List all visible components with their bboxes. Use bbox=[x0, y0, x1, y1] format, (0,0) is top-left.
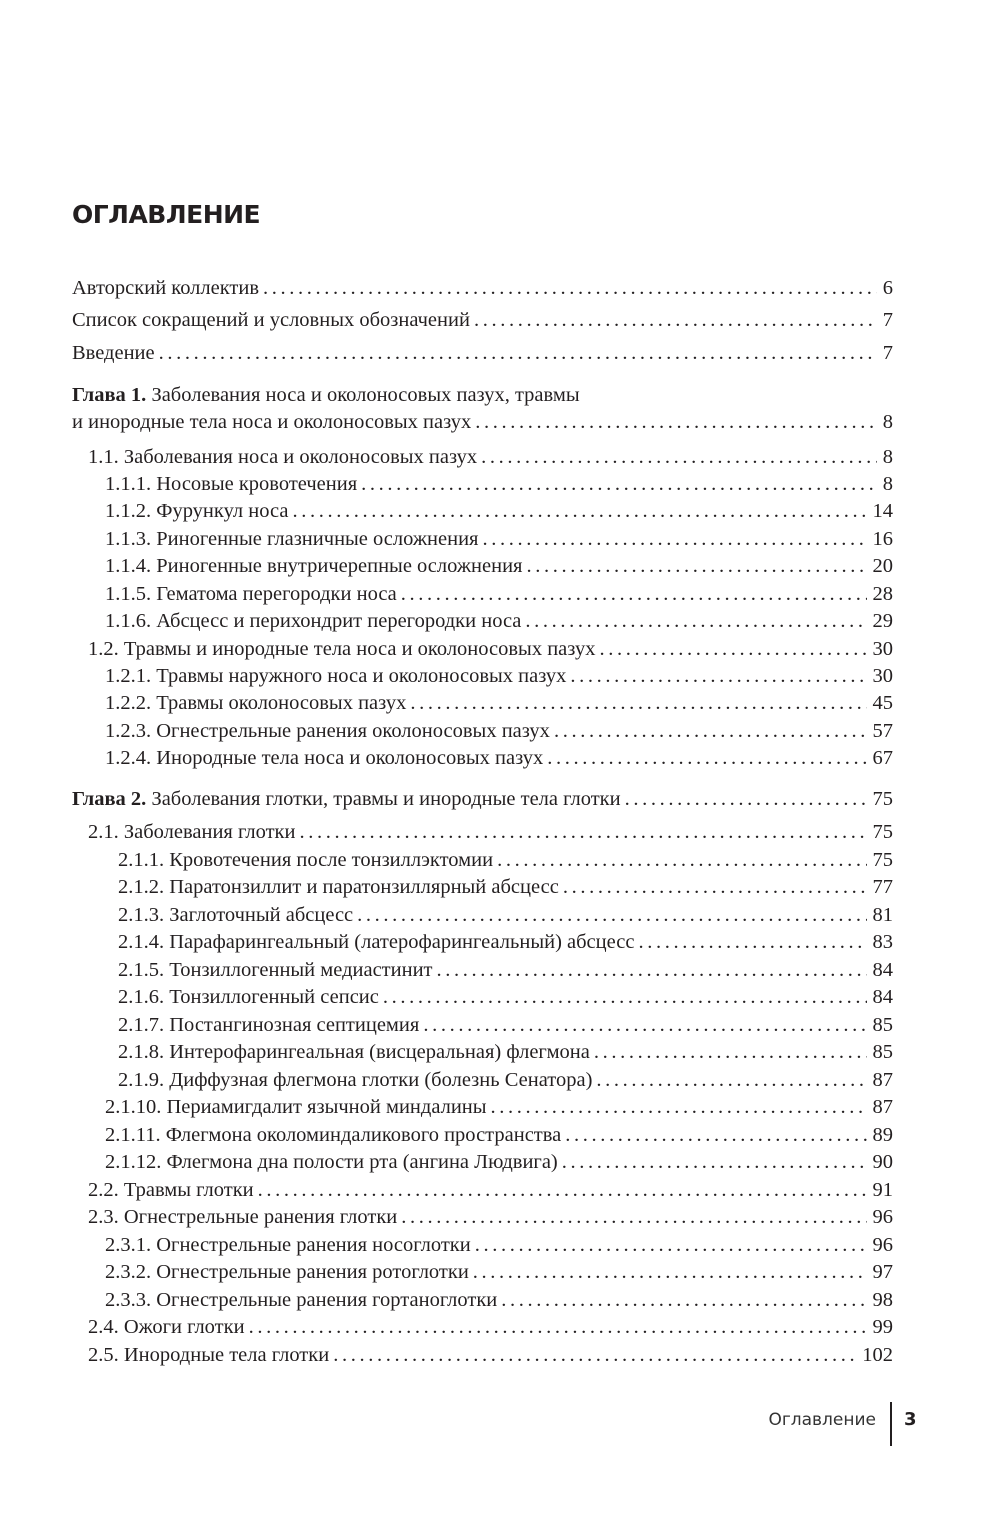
toc-entry[interactable] bbox=[118, 929, 893, 956]
dot-leader bbox=[594, 1039, 867, 1066]
entry-label bbox=[72, 307, 470, 334]
entry-text: 2.1.10. Периамигдалит язычной миндалины bbox=[105, 1096, 487, 1118]
entry-label bbox=[88, 1342, 329, 1369]
dot-leader bbox=[599, 636, 866, 663]
dot-leader bbox=[401, 581, 867, 608]
running-footer-section: Оглавление bbox=[768, 1410, 876, 1430]
entry-text: 2.1.11. Флегмона околоминдаликового пространства bbox=[105, 1124, 562, 1146]
toc-entry[interactable] bbox=[105, 745, 893, 772]
toc-entry[interactable] bbox=[72, 409, 893, 436]
chapter-prefix: Глава 2. bbox=[72, 788, 147, 810]
dot-leader bbox=[501, 1287, 866, 1314]
toc-entry[interactable] bbox=[105, 1149, 893, 1176]
entry-text: 1.2.4. Инородные тела носа и околоносовых пазух bbox=[105, 747, 544, 769]
toc-entry[interactable] bbox=[105, 1287, 893, 1314]
entry-label bbox=[88, 1204, 397, 1231]
entry-text: 2.1.8. Интерофарингеальная (висцеральная) флегмона bbox=[118, 1041, 590, 1063]
dot-leader bbox=[292, 498, 866, 525]
entry-text: 1.1.3. Риногенные глазничные осложнения bbox=[105, 528, 479, 550]
entry-page: 87 bbox=[872, 1096, 893, 1118]
dot-leader bbox=[497, 847, 866, 874]
entry-text: 2.1.3. Заглоточный абсцесс bbox=[118, 904, 354, 926]
toc-entry[interactable] bbox=[72, 307, 893, 334]
dot-leader bbox=[570, 663, 866, 690]
toc-entry[interactable] bbox=[105, 1122, 893, 1149]
toc-entry[interactable] bbox=[118, 874, 893, 901]
entry-label bbox=[105, 745, 543, 772]
entry-label bbox=[105, 1094, 487, 1121]
entry-text: 2.3. Огнестрельные ранения глотки bbox=[88, 1206, 398, 1228]
dot-leader bbox=[547, 745, 866, 772]
dot-leader bbox=[482, 526, 866, 553]
toc-entry[interactable] bbox=[105, 718, 893, 745]
dot-leader bbox=[249, 1314, 867, 1341]
entry-page: 20 bbox=[872, 555, 893, 577]
entry-label bbox=[72, 340, 155, 367]
entry-page: 75 bbox=[872, 849, 893, 871]
dot-leader bbox=[423, 1012, 866, 1039]
entry-page: 7 bbox=[882, 309, 893, 331]
toc-entry[interactable] bbox=[88, 444, 893, 471]
entry-label bbox=[88, 1177, 254, 1204]
dot-leader bbox=[410, 690, 866, 717]
toc-entry[interactable] bbox=[105, 1232, 893, 1259]
entry-page: 7 bbox=[882, 342, 893, 364]
dot-leader bbox=[491, 1094, 867, 1121]
entry-page: 84 bbox=[872, 986, 893, 1008]
entry-page: 91 bbox=[872, 1179, 893, 1201]
entry-page: 85 bbox=[872, 1014, 893, 1036]
dot-leader bbox=[437, 957, 867, 984]
dot-leader bbox=[473, 1259, 867, 1286]
entry-text: 2.1.12. Флегмона дна полости рта (ангина Людвига) bbox=[105, 1151, 558, 1173]
toc-entry[interactable] bbox=[88, 1314, 893, 1341]
dot-leader bbox=[565, 1122, 866, 1149]
toc-entry[interactable] bbox=[88, 1177, 893, 1204]
dot-leader bbox=[299, 819, 866, 846]
entry-label bbox=[118, 957, 433, 984]
entry-page: 8 bbox=[882, 411, 893, 433]
entry-label bbox=[105, 718, 550, 745]
entry-page: 102 bbox=[862, 1344, 893, 1366]
entry-text: Введение bbox=[72, 342, 155, 364]
dot-leader bbox=[361, 471, 877, 498]
entry-label bbox=[118, 1067, 592, 1094]
entry-page: 45 bbox=[872, 692, 893, 714]
entry-label bbox=[105, 690, 406, 717]
toc-entry[interactable] bbox=[118, 1039, 893, 1066]
entry-text: 1.2. Травмы и инородные тела носа и околоносовых пазух bbox=[88, 638, 596, 660]
entry-page: 98 bbox=[872, 1289, 893, 1311]
page-number: 3 bbox=[904, 1409, 917, 1430]
entry-text: Заболевания глотки, травмы и инородные тела глотки bbox=[151, 788, 621, 810]
entry-page: 16 bbox=[872, 528, 893, 550]
toc-entry[interactable] bbox=[105, 663, 893, 690]
entry-text: Список сокращений и условных обозначений bbox=[72, 309, 470, 331]
entry-text: 2.2. Травмы глотки bbox=[88, 1179, 254, 1201]
entry-page: 81 bbox=[872, 904, 893, 926]
dot-leader bbox=[474, 307, 877, 334]
toc-entry[interactable] bbox=[118, 902, 893, 929]
entry-text: 2.1.1. Кровотечения после тонзиллэктомии bbox=[118, 849, 494, 871]
entry-text: 1.1.6. Абсцесс и перихондрит перегородки носа bbox=[105, 610, 522, 632]
entry-label bbox=[118, 1039, 590, 1066]
entry-text: 2.3.2. Огнестрельные ранения ротоглотки bbox=[105, 1261, 469, 1283]
entry-label bbox=[105, 663, 566, 690]
entry-label bbox=[105, 1149, 558, 1176]
entry-page: 8 bbox=[882, 446, 893, 468]
toc-entry[interactable] bbox=[88, 1342, 893, 1369]
entry-label bbox=[72, 409, 471, 436]
chapter-prefix: Глава 1. bbox=[72, 384, 147, 406]
toc-entry[interactable] bbox=[105, 553, 893, 580]
entry-label bbox=[88, 1314, 245, 1341]
dot-leader bbox=[333, 1342, 856, 1369]
dot-leader bbox=[526, 553, 866, 580]
dot-leader bbox=[263, 275, 877, 302]
entry-label bbox=[105, 1259, 469, 1286]
dot-leader bbox=[563, 874, 867, 901]
entry-text: 2.1. Заболевания глотки bbox=[88, 821, 296, 843]
toc-entry[interactable] bbox=[105, 1259, 893, 1286]
toc-entry[interactable] bbox=[105, 471, 893, 498]
entry-label bbox=[118, 984, 379, 1011]
dot-leader bbox=[258, 1177, 867, 1204]
entry-label bbox=[118, 929, 634, 956]
dot-leader bbox=[638, 929, 866, 956]
toc-entry[interactable] bbox=[118, 847, 893, 874]
entry-page: 30 bbox=[872, 638, 893, 660]
dot-leader bbox=[357, 902, 866, 929]
dot-leader bbox=[596, 1067, 866, 1094]
entry-text: и инородные тела носа и околоносовых пазух bbox=[72, 411, 472, 433]
entry-page: 6 bbox=[882, 277, 893, 299]
entry-text: 1.1. Заболевания носа и околоносовых пазух bbox=[88, 446, 478, 468]
entry-text: 2.4. Ожоги глотки bbox=[88, 1316, 245, 1338]
toc-entry[interactable] bbox=[88, 636, 893, 663]
entry-label bbox=[105, 553, 522, 580]
entry-text: 2.5. Инородные тела глотки bbox=[88, 1344, 330, 1366]
entry-label bbox=[105, 608, 521, 635]
entry-page: 77 bbox=[872, 876, 893, 898]
entry-page: 30 bbox=[872, 665, 893, 687]
toc-entry[interactable] bbox=[105, 608, 893, 635]
entry-page: 85 bbox=[872, 1041, 893, 1063]
entry-page: 8 bbox=[882, 473, 893, 495]
entry-label bbox=[105, 526, 478, 553]
entry-page: 83 bbox=[872, 931, 893, 953]
dot-leader bbox=[554, 718, 867, 745]
footer-divider bbox=[890, 1402, 892, 1446]
toc-entry[interactable] bbox=[72, 340, 893, 367]
toc-entry[interactable] bbox=[105, 526, 893, 553]
dot-leader bbox=[625, 786, 867, 813]
entry-page: 84 bbox=[872, 959, 893, 981]
entry-label bbox=[88, 636, 595, 663]
dot-leader bbox=[475, 1232, 867, 1259]
entry-text: 2.1.2. Паратонзиллит и паратонзиллярный абсцесс bbox=[118, 876, 559, 898]
entry-text: Заболевания носа и околоносовых пазух, травмы bbox=[151, 384, 580, 406]
entry-text: 2.3.1. Огнестрельные ранения носоглотки bbox=[105, 1234, 471, 1256]
entry-label bbox=[118, 902, 353, 929]
entry-text: 1.2.3. Огнестрельные ранения околоносовых пазух bbox=[105, 720, 550, 742]
entry-text: 1.2.1. Травмы наружного носа и околоносовых пазух bbox=[105, 665, 567, 687]
entry-page: 57 bbox=[872, 720, 893, 742]
entry-label bbox=[118, 847, 493, 874]
entry-page: 75 bbox=[872, 788, 893, 810]
toc-entry[interactable] bbox=[118, 1067, 893, 1094]
entry-page: 28 bbox=[872, 583, 893, 605]
toc-entry[interactable] bbox=[118, 1012, 893, 1039]
entry-page: 87 bbox=[872, 1069, 893, 1091]
dot-leader bbox=[475, 409, 876, 436]
entry-text: 1.2.2. Травмы околоносовых пазух bbox=[105, 692, 407, 714]
dot-leader bbox=[525, 608, 866, 635]
entry-text: 1.1.2. Фурункул носа bbox=[105, 500, 289, 522]
toc-entry[interactable] bbox=[118, 957, 893, 984]
entry-text: 1.1.5. Гематома перегородки носа bbox=[105, 583, 397, 605]
entry-page: 90 bbox=[872, 1151, 893, 1173]
toc-entry[interactable] bbox=[105, 581, 893, 608]
dot-leader bbox=[562, 1149, 867, 1176]
entry-text: 2.1.4. Парафарингеальный (латерофарингеальный) абсцесс bbox=[118, 931, 635, 953]
toc-entry[interactable] bbox=[88, 819, 893, 846]
entry-label bbox=[72, 275, 259, 302]
toc-entry[interactable] bbox=[105, 498, 893, 525]
entry-page: 97 bbox=[872, 1261, 893, 1283]
entry-text: Авторский коллектив bbox=[72, 277, 260, 299]
toc-entry-first-line bbox=[72, 382, 580, 409]
entry-label bbox=[105, 1122, 561, 1149]
entry-text: 2.1.6. Тонзиллогенный сепсис bbox=[118, 986, 379, 1008]
dot-leader bbox=[383, 984, 867, 1011]
entry-text: 2.1.9. Диффузная флегмона глотки (болезнь Сенатора) bbox=[118, 1069, 593, 1091]
dot-leader bbox=[481, 444, 877, 471]
entry-label bbox=[72, 786, 621, 813]
entry-page: 99 bbox=[872, 1316, 893, 1338]
entry-text: 2.1.5. Тонзиллогенный медиастинит bbox=[118, 959, 433, 981]
entry-label bbox=[88, 819, 295, 846]
entry-page: 89 bbox=[872, 1124, 893, 1146]
entry-page: 14 bbox=[872, 500, 893, 522]
entry-text: 1.1.1. Носовые кровотечения bbox=[105, 473, 358, 495]
entry-text: 1.1.4. Риногенные внутричерепные осложнения bbox=[105, 555, 523, 577]
dot-leader bbox=[159, 340, 877, 367]
entry-label bbox=[105, 1232, 471, 1259]
toc-entry[interactable] bbox=[105, 1094, 893, 1121]
entry-label bbox=[118, 874, 559, 901]
toc-entry[interactable] bbox=[72, 275, 893, 302]
toc-entry[interactable] bbox=[88, 1204, 893, 1231]
entry-label bbox=[118, 1012, 419, 1039]
entry-page: 96 bbox=[872, 1234, 893, 1256]
entry-label bbox=[105, 498, 288, 525]
toc-entry[interactable] bbox=[72, 786, 893, 813]
entry-page: 75 bbox=[872, 821, 893, 843]
toc-entry[interactable] bbox=[118, 984, 893, 1011]
page-title: ОГЛАВЛЕНИЕ bbox=[72, 200, 261, 229]
entry-label bbox=[105, 1287, 497, 1314]
dot-leader bbox=[401, 1204, 866, 1231]
toc-entry[interactable] bbox=[105, 690, 893, 717]
entry-page: 67 bbox=[872, 747, 893, 769]
entry-page: 29 bbox=[872, 610, 893, 632]
entry-label bbox=[105, 471, 357, 498]
entry-label bbox=[105, 581, 397, 608]
entry-label bbox=[88, 444, 477, 471]
entry-page: 96 bbox=[872, 1206, 893, 1228]
entry-text: 2.3.3. Огнестрельные ранения гортаноглотки bbox=[105, 1289, 498, 1311]
entry-text: 2.1.7. Постангинозная септицемия bbox=[118, 1014, 420, 1036]
